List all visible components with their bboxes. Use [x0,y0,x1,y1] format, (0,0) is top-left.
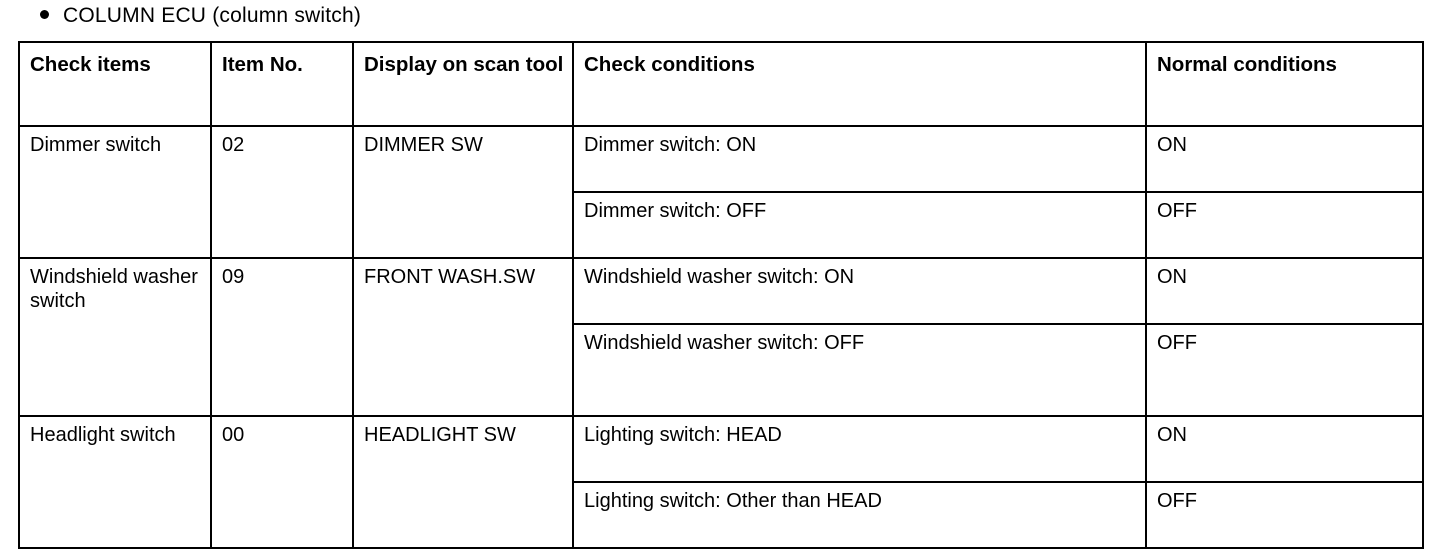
cell-item-no: 02 [211,126,353,258]
section-heading-text: COLUMN ECU (column switch) [63,4,362,27]
cell-normal-condition: ON [1146,258,1423,324]
cell-normal-condition: ON [1146,416,1423,482]
column-header-item-no: Item No. [211,42,353,126]
table-header [19,42,1423,126]
column-header-check-conditions: Check conditions [573,42,1146,126]
cell-check-condition: Lighting switch: HEAD [573,416,1146,482]
cell-display: DIMMER SW [353,126,573,258]
bullet-dot-icon [40,10,49,19]
cell-display: HEADLIGHT SW [353,416,573,548]
cell-check-condition: Windshield washer switch: OFF [573,324,1146,416]
cell-normal-condition: OFF [1146,482,1423,548]
cell-normal-condition: OFF [1146,192,1423,258]
table-body [19,126,1423,548]
cell-check-condition: Dimmer switch: OFF [573,192,1146,258]
section-heading [40,4,361,28]
table-row [19,126,1423,192]
cell-check-condition: Lighting switch: Other than HEAD [573,482,1146,548]
column-header-check-items: Check items [19,42,211,126]
cell-check-item: Dimmer switch [19,126,211,258]
cell-check-item: Headlight switch [19,416,211,548]
cell-display: FRONT WASH.SW [353,258,573,416]
cell-item-no: 00 [211,416,353,548]
table-row [19,416,1423,482]
cell-check-condition: Dimmer switch: ON [573,126,1146,192]
column-header-normal-conditions: Normal conditions [1146,42,1423,126]
check-items-table [18,41,1424,549]
column-header-display-on-scan-tool: Display on scan tool [353,42,573,126]
cell-check-condition: Windshield washer switch: ON [573,258,1146,324]
table-header-row [19,42,1423,126]
table-row [19,258,1423,324]
cell-normal-condition: OFF [1146,324,1423,416]
cell-item-no: 09 [211,258,353,416]
cell-check-item: Windshield washer switch [19,258,211,416]
cell-normal-condition: ON [1146,126,1423,192]
